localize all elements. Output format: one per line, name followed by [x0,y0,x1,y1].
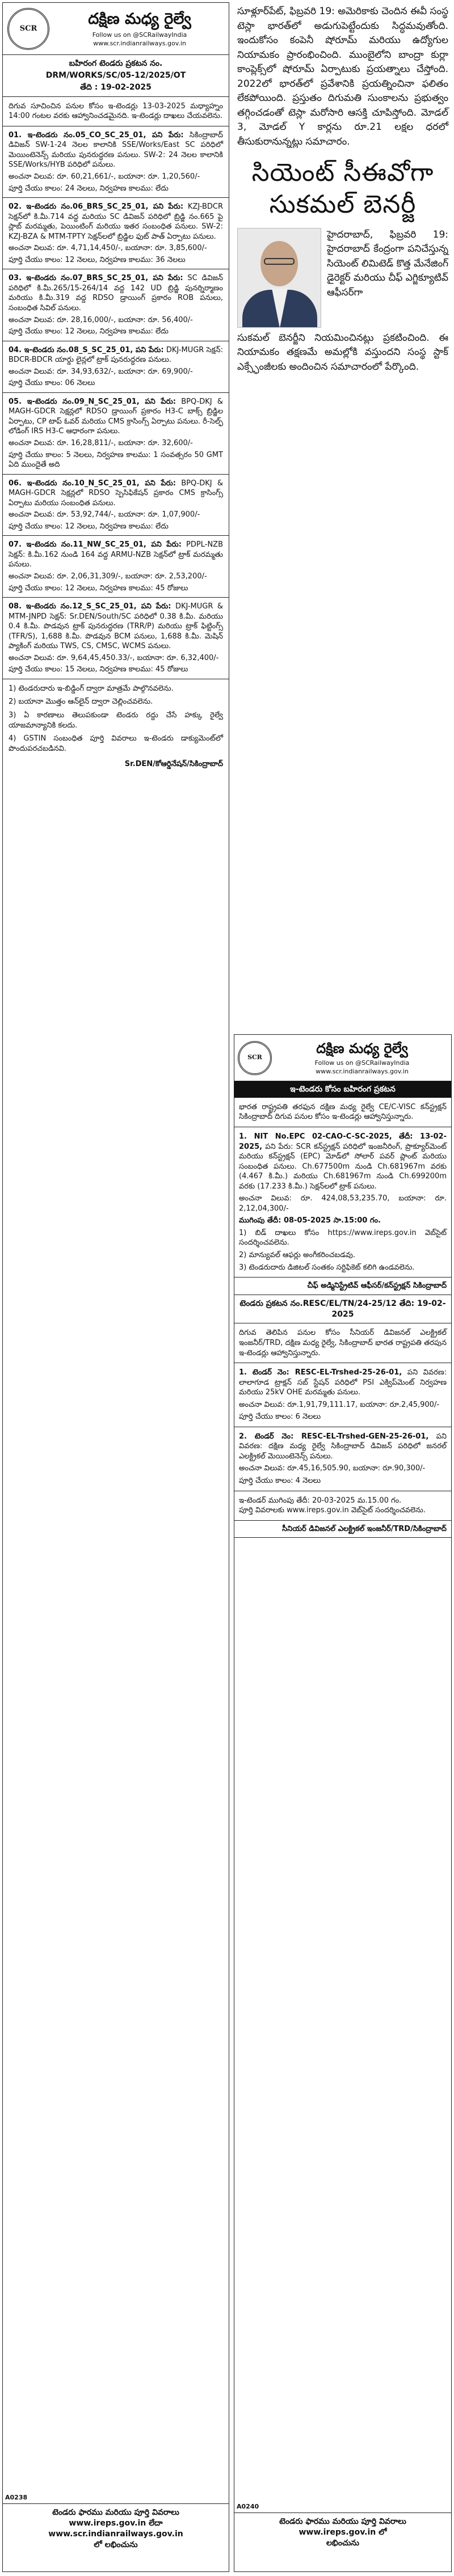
tender-item-emd: బయానా: రూ.2,45,900/- [360,1400,440,1409]
tender-item-emd: బయానా: రూ. 56,400/- [118,315,193,324]
railway-header [234,1035,451,1081]
tender-item-emd: బయానా: రూ. 32,600/- [118,438,193,447]
railway-title-block [276,1039,448,1076]
tender-item-text: పని వివరణ: లాలాగూడ ట్రాక్షన్ సబ్ స్టేషన్ పరిధిలో PSI ఎక్విప్‌మెంట్ నిర్వహణ మరియు 25kV OHE మరమ్మతు పనులు. [239,1368,447,1397]
tender-item [234,1363,451,1427]
tender-item-period: పూర్తి చేయు కాలం: 12 నెలలు, నిర్వహణ కాలము: 45 రోజులు [9,583,188,593]
tender-item-label: 02. ఇ-టెండరు నం.06_BRS_SC_25_01, పని పేరు: [9,202,184,212]
signature: Sr.DEN/కోఆర్డినేషన్/సికింద్రాబాద్ [124,760,223,769]
tender-item-text: పని వివరణ: దక్షిణ మధ్య రైల్వే సికింద్రాబాద్ డివిజన్ పరిధిలో జనరల్ ఎలక్ట్రికల్ మెయింటెనెన్స్ పనులు. [239,1432,447,1461]
tender-item-label: 07. ఇ-టెండరు నం.11_NW_SC_25_01, పని పేరు: [9,540,182,549]
tender-notice-heading [3,55,229,97]
railway-name: దక్షిణ మధ్య రైల్వే [316,1040,408,1057]
notice-footer [234,2503,451,2571]
tender-item-value: అంచనా విలువ: రూ.45,16,505.90, [239,1464,351,1473]
tender-item: 06. ఇ-టెండరు నం.10_N_SC_25_01, పని పేరు: BPQ-DKJ & MAGH-GDCR సెక్షన్లలో RDSO స్పెసిఫికేషన్ ప్రకారం CMS క్రాసింగ్స్ ఏర్పాటు మరియు సంబంధిత పనులు. అంచనా విలువ: రూ. 53,92,744/-, బయానా: రూ. 1,07,900/- పూర్తి చేయు కాలం: 12 నెలలు, నిర్వహణ కాలము: లేదు [3,475,229,536]
tender-item-text: BPQ-DKJ & MAGH-GDCR సెక్షన్లలో RDSO డ్రాయింగ్ ప్రకారం H3-C బాక్స్ బ్రిడ్జిల ఏర్పాటు, CP టాప్ ఓవర్ మరియు CMS క్రాసింగ్స్ ఏర్పాటు పనులు. రీ-సెల్ఫ్ లోడింగ్ IRS H3-C ఆధారంగా పనులు. [9,397,223,436]
follow-handle: Follow us on @SCRailwayIndia [314,1059,410,1067]
article-text-continued: సుకమల్ బెనర్జీని నియమించినట్లు ప్రకటించింది. ఈ నియామకం తక్షణమే అమల్లోకి వస్తుందని సంస్థ స్టాక్ ఎక్స్ఛేంజీలకు అందించిన సమాచారంలో పేర్కొంది. [237,332,448,373]
tender-item-label: 04. ఇ-టెండరు నం.08_S_SC_25_01, పని పేరు: [9,345,164,354]
tender-item-label: 03. ఇ-టెండరు నం.07_BRS_SC_25_01, పని పేరు: [9,274,183,283]
tender-item-label: 1. NIT No.EPC 02-CAO-C-SC-2025, [239,1132,392,1141]
tender-item: 07. ఇ-టెండరు నం.11_NW_SC_25_01, పని పేరు: PDPL-NZB సెక్షన్: కి.మీ.162 నుండి 164 వద్ద ARMU-NZB సెక్షన్‌లో ట్రాక్ మరమ్మతు పనులు. అంచనా విలువ: రూ. 2,06,31,309/-, బయానా: రూ. 2,53,200/- పూర్తి చేయు కాలం: 12 నెలలు, నిర్వహణ కాలము: 45 రోజులు [3,536,229,598]
tender-item: 05. ఇ-టెండరు నం.09_N_SC_25_01, పని పేరు: BPQ-DKJ & MAGH-GDCR సెక్షన్లలో RDSO డ్రాయింగ్ ప్రకారం H3-C బాక్స్ బ్రిడ్జిల ఏర్పాటు, CP టాప్ ఓవర్ మరియు CMS క్రాసింగ్స్ ఏర్పాటు పనులు. రీ-సెల్ఫ్ లోడింగ్ IRS H3-C ఆధారంగా పనులు. అంచనా విలువ: రూ. 16,28,811/-, బయానా: రూ. 32,600/- పూర్తి చేయు కాలం: 5 నెలలు, నిర్వహణ కాలము: 1 సంవత్సరం 50 GMT ఏది ముందైతే అది [3,393,229,475]
website-note: పూర్తి వివరాలకు www.ireps.gov.in వెబ్‌సైట్ సందర్శించవలెను. [239,1506,426,1515]
news-headline: సియెంట్ సీఈవోగా సుకమల్ బెనర్జీ [251,158,434,219]
note-item: 2) బయానా మొత్తం ఆన్‌లైన్ ద్వారా చెల్లించవలెను. [9,697,153,707]
person-photo [237,228,321,328]
scr-logo-icon: SCR [7,8,49,50]
scr-logo-icon: SCR [238,1041,272,1075]
tender-items-list [3,126,229,679]
tender-item-period: పూర్తి చేయు కాలం: 4 నెలలు [239,1476,321,1485]
tender-item: 03. ఇ-టెండరు నం.07_BRS_SC_25_01, పని పేరు: SC డివిజన్ పరిధిలో కి.మీ.265/15-264/14 వద్ద 142 UD బ్రిడ్జి పునర్నిర్మాణం మరియు కి.మీ.319 వద్ద RDSO డ్రాయింగ్ ప్రకారం ROB పనులు, సంబంధిత సివిల్ పనులు. అంచనా విలువ: రూ. 28,16,000/-, బయానా: రూ. 56,400/- పూర్తి చేయు కాలం: 12 నెలలు, నిర్వహణ కాలము: లేదు [3,269,229,341]
tender-item: 01. ఇ-టెండరు నం.05_CO_SC_25_01, పని పేరు: సికింద్రాబాద్ డివిజన్ SW-1-24 నెలల కాలానికి SSE/Works/East SC పరిధిలో మెయింటెనెన్స్ మరియు పునరుద్ధరణ పనులు. SW-2: 24 నెలల కాలానికి SSE/Works/HYB పరిధిలో పనులు. అంచనా విలువ: రూ. 60,21,661/-, బయానా: రూ. 1,20,560/- పూర్తి చేయు కాలం: 24 నెలలు, నిర్వహణ కాలము: లేదు [3,126,229,198]
tender-item-value: అంచనా విలువ: రూ. 9,64,45,450.33/- [9,653,133,662]
tender-item-period: పూర్తి చేయు కాలం: 06 నెలలు [9,379,95,388]
scr-tender-notice-left [2,2,229,2572]
ad-code: A0240 [237,2503,259,2510]
tender-item-emd: బయానా: రూ. 1,07,900/- [118,510,200,519]
tender-item-value: అంచనా విలువ: రూ. 60,21,661/- [9,172,114,181]
tender-item-period: పూర్తి చేయు కాలం: 12 నెలలు, నిర్వహణ కాలము: లేదు [9,327,169,336]
tender-item-value: అంచనా విలువ: రూ. 53,92,744/- [9,510,114,519]
tender-item-date: తేదీ: 13-02-2025, [239,1132,447,1151]
tender-item [234,1427,451,1491]
tender-item-period: పూర్తి చేయు కాలం: 12 నెలలు, నిర్వహణ కాలము: 36 నెలలు [9,255,186,264]
tender-close-info [234,1491,451,1521]
tender-item-value: అంచనా విలువ: రూ. 34,93,632/- [9,367,114,376]
tender-item: 02. ఇ-టెండరు నం.06_BRS_SC_25_01, పని పేరు: KZJ-BDCR సెక్షన్‌లో కి.మీ.714 వద్ద మరియు SC డివిజన్ పరిధిలో బ్రిడ్జి నం.665 పై స్లాబ్ మరమ్మతు, పెయింటింగ్ మరియు ఇతర సంబంధిత పనులు. SW-2: KZJ-BZA & MTM-TPTY సెక్షన్‌లలో బ్రిడ్జిల ఫుట్ పాత్ ఏర్పాటు పనులు. అంచనా విలువ: రూ. 4,71,14,450/-, బయానా: రూ. 3,85,600/- పూర్తి చేయు కాలం: 12 నెలలు, నిర్వహణ కాలము: 36 నెలలు [3,198,229,269]
tender-item-emd: బయానా: రూ. 2,53,200/- [125,572,207,581]
tender-item-value: అంచనా విలువ: రూ. 2,06,31,309/- [9,572,121,581]
tender-item [234,1127,451,1278]
footer-line: లభించును [326,2538,359,2548]
tender-item: 04. ఇ-టెండరు నం.08_S_SC_25_01, పని పేరు: DKJ-MUGR సెక్షన్: BDCR-BDCR యార్డు లైన్లలో ట్రాక్ పునరుద్ధరణ పనులు. అంచనా విలువ: రూ. 34,93,632/-, బయానా: రూ. 69,900/- పూర్తి చేయు కాలం: 06 నెలలు [3,341,229,393]
news-article-tesla: సూళ్లూర్‌పేట్, ఫిబ్రవరి 19: అమెరికాకు చెందిన ఈవీ సంస్థ టెస్లా భారత్‌లో అడుగుపెట్టేందుకు సిద్ధమవుతోంది. ఇందుకోసం కంపెనీ షోరూమ్ మరియు ఉద్యోగుల నియామకం ప్రారంభించింది. ముంబైలోని బాంద్రా కుర్లా కాంప్లెక్స్‌లో షోరూమ్ ఏర్పాటుకు ప్రయత్నాలు చేస్తోంది. 2022లో భారత్‌లో ప్రవేశానికి ప్రయత్నించినా ఫలితం లేకపోయింది. ప్రస్తుతం దిగుమతి సుంకాలను ప్రభుత్వం తగ్గించడంతో టెస్లా మరోసారి ఆసక్తి చూపిస్తోంది. మోడల్ 3, మోడల్ Y కార్లను రూ.21 లక్షల ధరలో తీసుకురానున్నట్లు సమాచారం. [237,6,448,147]
tender-item-value: అంచనా విలువ: రూ. 16,28,811/- [9,438,114,447]
notice-intro: భారత రాష్ట్రపతి తరఫున దక్షిణ మధ్య రైల్వే CE/C-VISC కన్‌స్ట్రక్షన్ సికింద్రాబాద్ దిగువ పనుల కోసం ఇ-టెండర్లు ఆహ్వానిస్తున్నారు. [234,1098,451,1127]
tender-item-emd: బయానా: రూ. 1,20,560/- [118,172,200,181]
railway-header [3,3,229,55]
note-item: 2) మాన్యువల్ ఆఫర్లు అంగీకరించబడవు. [239,1251,355,1259]
tender-close-date: ముగింపు తేదీ: 08-05-2025 సా.15:00 గం. [239,1216,381,1225]
notice-footer [3,2494,229,2571]
notice-intro: దిగువ తెలిపిన పనుల కోసం సీనియర్ డివిజనల్ ఎలక్ట్రికల్ ఇంజనీర్/TRD, దక్షిణ మధ్య రైల్వే, సికింద్రాబాద్ భారత రాష్ట్రపతి తరపున ఇ-టెండర్లు ఆహ్వానిస్తున్నారు. [234,1323,451,1363]
note-item: 4) GSTIN సంబంధిత పూర్తి వివరాలు ఇ-టెండరు డాక్యుమెంట్‌లో పొందుపరచబడినవి. [9,734,223,753]
right-column [234,2,452,2572]
railway-name: దక్షిణ మధ్య రైల్వే [88,10,191,28]
tender-item-period: పూర్తి చేయు కాలం: 24 నెలలు, నిర్వహణ కాలము: లేదు [9,184,169,193]
tender-item-period: పూర్తి చేయు కాలం: 6 నెలలు [239,1412,321,1422]
tender-item-label: 06. ఇ-టెండరు నం.10_N_SC_25_01, పని పేరు: [9,479,176,488]
tender-item-emd: బయానా: రూ. 2,12,04,300/- [239,1194,447,1213]
footer-link[interactable]: www.ireps.gov.in లేదా [69,2518,163,2528]
signature: చీఫ్ అడ్మినిస్ట్రేటివ్ ఆఫీసర్/కన్‌స్ట్రక్షన్ సికింద్రాబాద్ [234,1278,451,1295]
news-article-cyient [234,225,452,331]
footer-line: లో లభించును [94,2540,138,2549]
tender-item-period: పూర్తి చేయు కాలం: 15 నెలలు, నిర్వహణ కాలము: 45 రోజులు [9,665,188,674]
tender-item-period: పూర్తి చేయు కాలం: 5 నెలలు, నిర్వహణ కాలము: 1 సంవత్సరం 50 GMT ఏది ముందైతే అది [9,450,223,469]
railway-website[interactable]: www.scr.indianrailways.gov.in [93,39,186,47]
tender-item-text: PDPL-NZB సెక్షన్: కి.మీ.162 నుండి 164 వద్ద ARMU-NZB సెక్షన్‌లో ట్రాక్ మరమ్మతు పనులు. [9,540,223,569]
tender-item: 08. ఇ-టెండరు నం.12_S_SC_25_01, పని పేరు: DKJ-MUGR & MTM-JNPD సెక్షన్: Sr.DEN/South/SC పరిధిలో 0.38 కి.మీ. మరియు 0.4 కి.మీ. పొడవున ట్రాక్ పునరుద్ధరణ (TRR/P) మరియు ట్రాక్ ఫిట్టింగ్స్ (TFR/S), 1,688 కి.మీ. పొడవున BCM పనులు, 1,688 కి.మీ. మెషిన్ ప్యాకింగ్ మరియు TWS, CS, CMSC, WCMS పనులు. అంచనా విలువ: రూ. 9,64,45,450.33/-, బయానా: రూ. 6,32,400/- పూర్తి చేయు కాలం: 15 నెలలు, నిర్వహణ కాలము: 45 రోజులు [3,598,229,679]
tender-item-text: DKJ-MUGR & MTM-JNPD సెక్షన్: Sr.DEN/South/SC పరిధిలో 0.38 కి.మీ. మరియు 0.4 కి.మీ. పొడవున ట్రాక్ పునరుద్ధరణ (TRR/P) మరియు ట్రాక్ ఫిట్టింగ్స్ (TFR/S), 1,688 కి.మీ. పొడవున BCM పనులు, 1,688 కి.మీ. మెషిన్ ప్యాకింగ్ మరియు TWS, CS, CMSC, WCMS పనులు. [9,602,223,651]
tender-item-text: BPQ-DKJ & MAGH-GDCR సెక్షన్లలో RDSO స్పెసిఫికేషన్ ప్రకారం CMS క్రాసింగ్స్ ఏర్పాటు మరియు సంబంధిత పనులు. [9,479,223,507]
tender-item-text: SC డివిజన్ పరిధిలో కి.మీ.265/15-264/14 వద్ద 142 UD బ్రిడ్జి పునర్నిర్మాణం మరియు కి.మీ.319 వద్ద RDSO డ్రాయింగ్ ప్రకారం ROB పనులు, సంబంధిత సివిల్ పనులు. [9,274,223,312]
tender-item-label: 08. ఇ-టెండరు నం.12_S_SC_25_01, పని పేరు: [9,602,171,611]
tender-item-emd: బయానా: రూ.90,300/- [352,1464,426,1473]
tender-item-label: 2. టెండర్ నెం: RESC-EL-Trshed-GEN-25-26-01, [239,1432,429,1441]
notice-notes [3,679,229,774]
tender-item-text: KZJ-BDCR సెక్షన్‌లో కి.మీ.714 వద్ద మరియు SC డివిజన్ పరిధిలో బ్రిడ్జి నం.665 పై స్లాబ్ మరమ్మతు, పెయింటింగ్ మరియు ఇతర సంబంధిత పనులు. SW-2: KZJ-BZA & MTM-TPTY సెక్షన్‌లలో బ్రిడ్జిల ఫుట్ పాత్ ఏర్పాటు పనులు. [9,202,223,241]
tender-item-label: 1. టెండర్ నెం: RESC-EL-Trshed-25-26-01, [239,1368,402,1377]
note-item: 3) ఏ కారణాలు తెలుపకుండా టెండరు రద్దు చేసే హక్కు రైల్వే యాజమాన్యానికి కలదు. [9,711,223,730]
railway-website[interactable]: www.scr.indianrailways.gov.in [316,1067,409,1075]
footer-link[interactable]: www.scr.indianrailways.gov.in [48,2529,183,2539]
notice-title: బహిరంగ టెండరు ప్రకటన నం. [69,59,163,68]
footer-line: టెండరు ఫారము మరియు పూర్తి వివరాలు [52,2508,179,2517]
note-item: 3) టెండరుదారు డిజిటల్ సంతకం సర్టిఫికెట్ కలిగి ఉండవలెను. [239,1263,415,1272]
tender-item-text: సికింద్రాబాద్ డివిజన్ SW-1-24 నెలల కాలానికి SSE/Works/East SC పరిధిలో మెయింటెనెన్స్ మరియు పునరుద్ధరణ పనులు. SW-2: 24 నెలల కాలానికి SSE/Works/HYB పరిధిలో పనులు. [9,130,223,170]
notice-date: తేది : 19-02-2025 [80,82,152,92]
note-item: 1) బిడ్ దాఖలు కోసం https://www.ireps.gov.in వెబ్‌సైట్ సందర్శించవలెను. [239,1228,447,1247]
scr-tender-notice-right [234,1034,452,2572]
article-text: హైదరాబాద్, ఫిబ్రవరి 19: హైదరాబాద్ కేంద్రంగా పనిచేస్తున్న సియెంట్ లిమిటెడ్ కొత్త మేనేజింగ్ డైరెక్టర్ మరియు చీఫ్ ఎగ్జిక్యూటివ్ ఆఫీసర్‌గా [327,229,448,298]
ad-code: A0238 [5,2494,28,2501]
tender-band-heading: ఇ-టెండరు కోసం బహిరంగ ప్రకటన [234,1081,451,1098]
tender-item-text: పని పేరు: SCR కన్‌స్ట్రక్షన్ పరిధిలో ఇంజనీరింగ్, ప్రొక్యూర్‌మెంట్ మరియు కన్‌స్ట్రక్షన్ (EPC) మోడ్‌లో సోలార్ పవర్ ప్లాంట్ మరియు సంబంధిత పనులు. Ch.677500m నుండి Ch.681967m వరకు (4.467 కి.మీ.) మరియు Ch.681967m నుండి Ch.699200m వరకు (17.233 కి.మీ.) సెక్షన్‌లలో ట్రాక్ పనులు. [239,1142,447,1191]
tender-item-label: 05. ఇ-టెండరు నం.09_N_SC_25_01, పని పేరు: [9,397,176,406]
tender-item-value: అంచనా విలువ: రూ. 4,71,14,450/- [9,244,121,253]
tender-item-value: అంచనా విలువ: రూ. 424,08,53,235.70, [239,1194,390,1203]
tender-item-emd: బయానా: రూ. 6,32,400/- [137,653,219,662]
footer-line: టెండరు ఫారము మరియు పూర్తి వివరాలు [279,2517,406,2526]
tender-close-date: ఇ-టెండర్ ముగింపు తేదీ: 20-03-2025 మ.15.00 గం. [239,1496,402,1505]
footer-link[interactable]: www.ireps.gov.in లో [299,2527,387,2537]
tender-item-label: 01. ఇ-టెండరు నం.05_CO_SC_25_01, పని పేరు: [9,130,184,139]
tender-item-emd: బయానా: రూ. 69,900/- [118,367,193,376]
railway-title-block [55,9,224,48]
tender-item-text: DKJ-MUGR సెక్షన్: BDCR-BDCR యార్డు లైన్లలో ట్రాక్ పునరుద్ధరణ పనులు. [9,345,223,365]
tender-item-value: అంచనా విలువ: రూ.1,91,79,111.17, [239,1400,358,1409]
signature: సీనియర్ డివిజనల్ ఎలక్ట్రికల్ ఇంజనీర్/TRD/సికింద్రాబాద్ [234,1521,451,1538]
tender-item-period: పూర్తి చేయు కాలం: 12 నెలలు, నిర్వహణ కాలము: లేదు [9,522,169,531]
note-item: 1) టెండరుదారు ఇ-బిడ్డింగ్ ద్వారా మాత్రమే పాల్గొనవలెను. [9,684,174,693]
follow-handle: Follow us on @SCRailwayIndia [92,31,187,39]
notice-intro: దిగువ సూచించిన పనుల కోసం ఇ-టెండర్లు 13-03-2025 మధ్యాహ్నం 14:00 గంటల వరకు ఆహ్వానించడమైనది. ఇ-టెండర్లు దాఖలు చేయవలెను. [3,97,229,126]
tender-notice-heading: టెండరు ప్రకటన నం.RESC/EL/TN/24-25/12 తేది: 19-02-2025 [234,1295,451,1324]
tender-item-emd: బయానా: రూ. 3,85,600/- [125,244,207,253]
notice-number: DRM/WORKS/SC/05-12/2025/OT [45,70,186,80]
tender-item-value: అంచనా విలువ: రూ. 28,16,000/- [9,315,114,324]
